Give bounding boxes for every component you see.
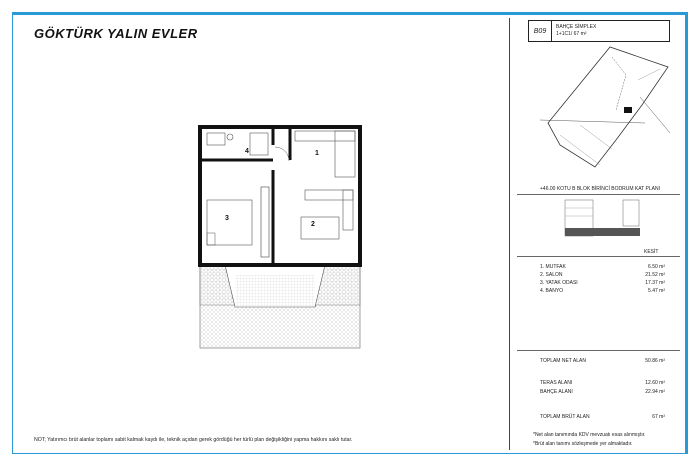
teras-row: TERAS ALANI 12.60 m² — [540, 380, 665, 386]
room-label-1: 1 — [315, 150, 319, 157]
unit-type: BAHÇE SİMPLEX — [556, 24, 597, 30]
room-row-1: 1. MUTFAK 6.50 m² — [540, 264, 665, 270]
frame-right-accent — [685, 12, 688, 454]
footer-note: NOT; Yatırımcı brüt alanlar toplamı sabit kalmak kaydı ile, teknik açıdan gerek gördüğü her türlü plan değişikliğini yapma hakkını saklı tutar. — [34, 437, 353, 443]
unit-location-marker — [624, 107, 632, 113]
room-row-3: 3. YATAK ODASI 17.37 m² — [540, 280, 665, 286]
panel-divider — [509, 18, 510, 450]
room-label-3: 3 — [225, 215, 229, 222]
room-row-4: 4. BANYO 5.47 m² — [540, 288, 665, 294]
note-net: *Net alan tanımında KDV mevzuatı esas alınmıştır. — [533, 432, 646, 438]
room-row-2: 2. SALON 21.52 m² — [540, 272, 665, 278]
section-drawing — [555, 198, 650, 240]
frame-top-accent — [12, 12, 688, 15]
unit-info — [552, 24, 596, 38]
total-brut-row: TOPLAM BRÜT ALAN 67 m² — [540, 414, 665, 420]
site-plan-map — [520, 45, 680, 185]
floor-plan — [195, 125, 370, 350]
room-label-4: 4 — [245, 148, 249, 155]
project-title: GÖKTÜRK YALIN EVLER — [34, 26, 198, 41]
bahce-row: BAHÇE ALANI 22.94 m² — [540, 389, 665, 395]
section-label: KESİT — [644, 249, 659, 255]
room-label-2: 2 — [311, 221, 315, 228]
site-plan-caption: +46.00 KOTU B BLOK BİRİNCİ BODRUM KAT PLANI — [540, 186, 660, 192]
rule-3 — [517, 350, 680, 351]
rule-1 — [517, 194, 680, 195]
unit-code-box — [528, 20, 670, 42]
unit-summary: 1+1C1/ 67 m² — [556, 31, 587, 37]
unit-code: B09 — [529, 21, 552, 41]
note-brut: *Brüt alan tanımı sözleşmede yer almaktadır. — [533, 441, 633, 447]
rule-2 — [517, 256, 680, 257]
total-net-row: TOPLAM NET ALAN 50.86 m² — [540, 358, 665, 364]
